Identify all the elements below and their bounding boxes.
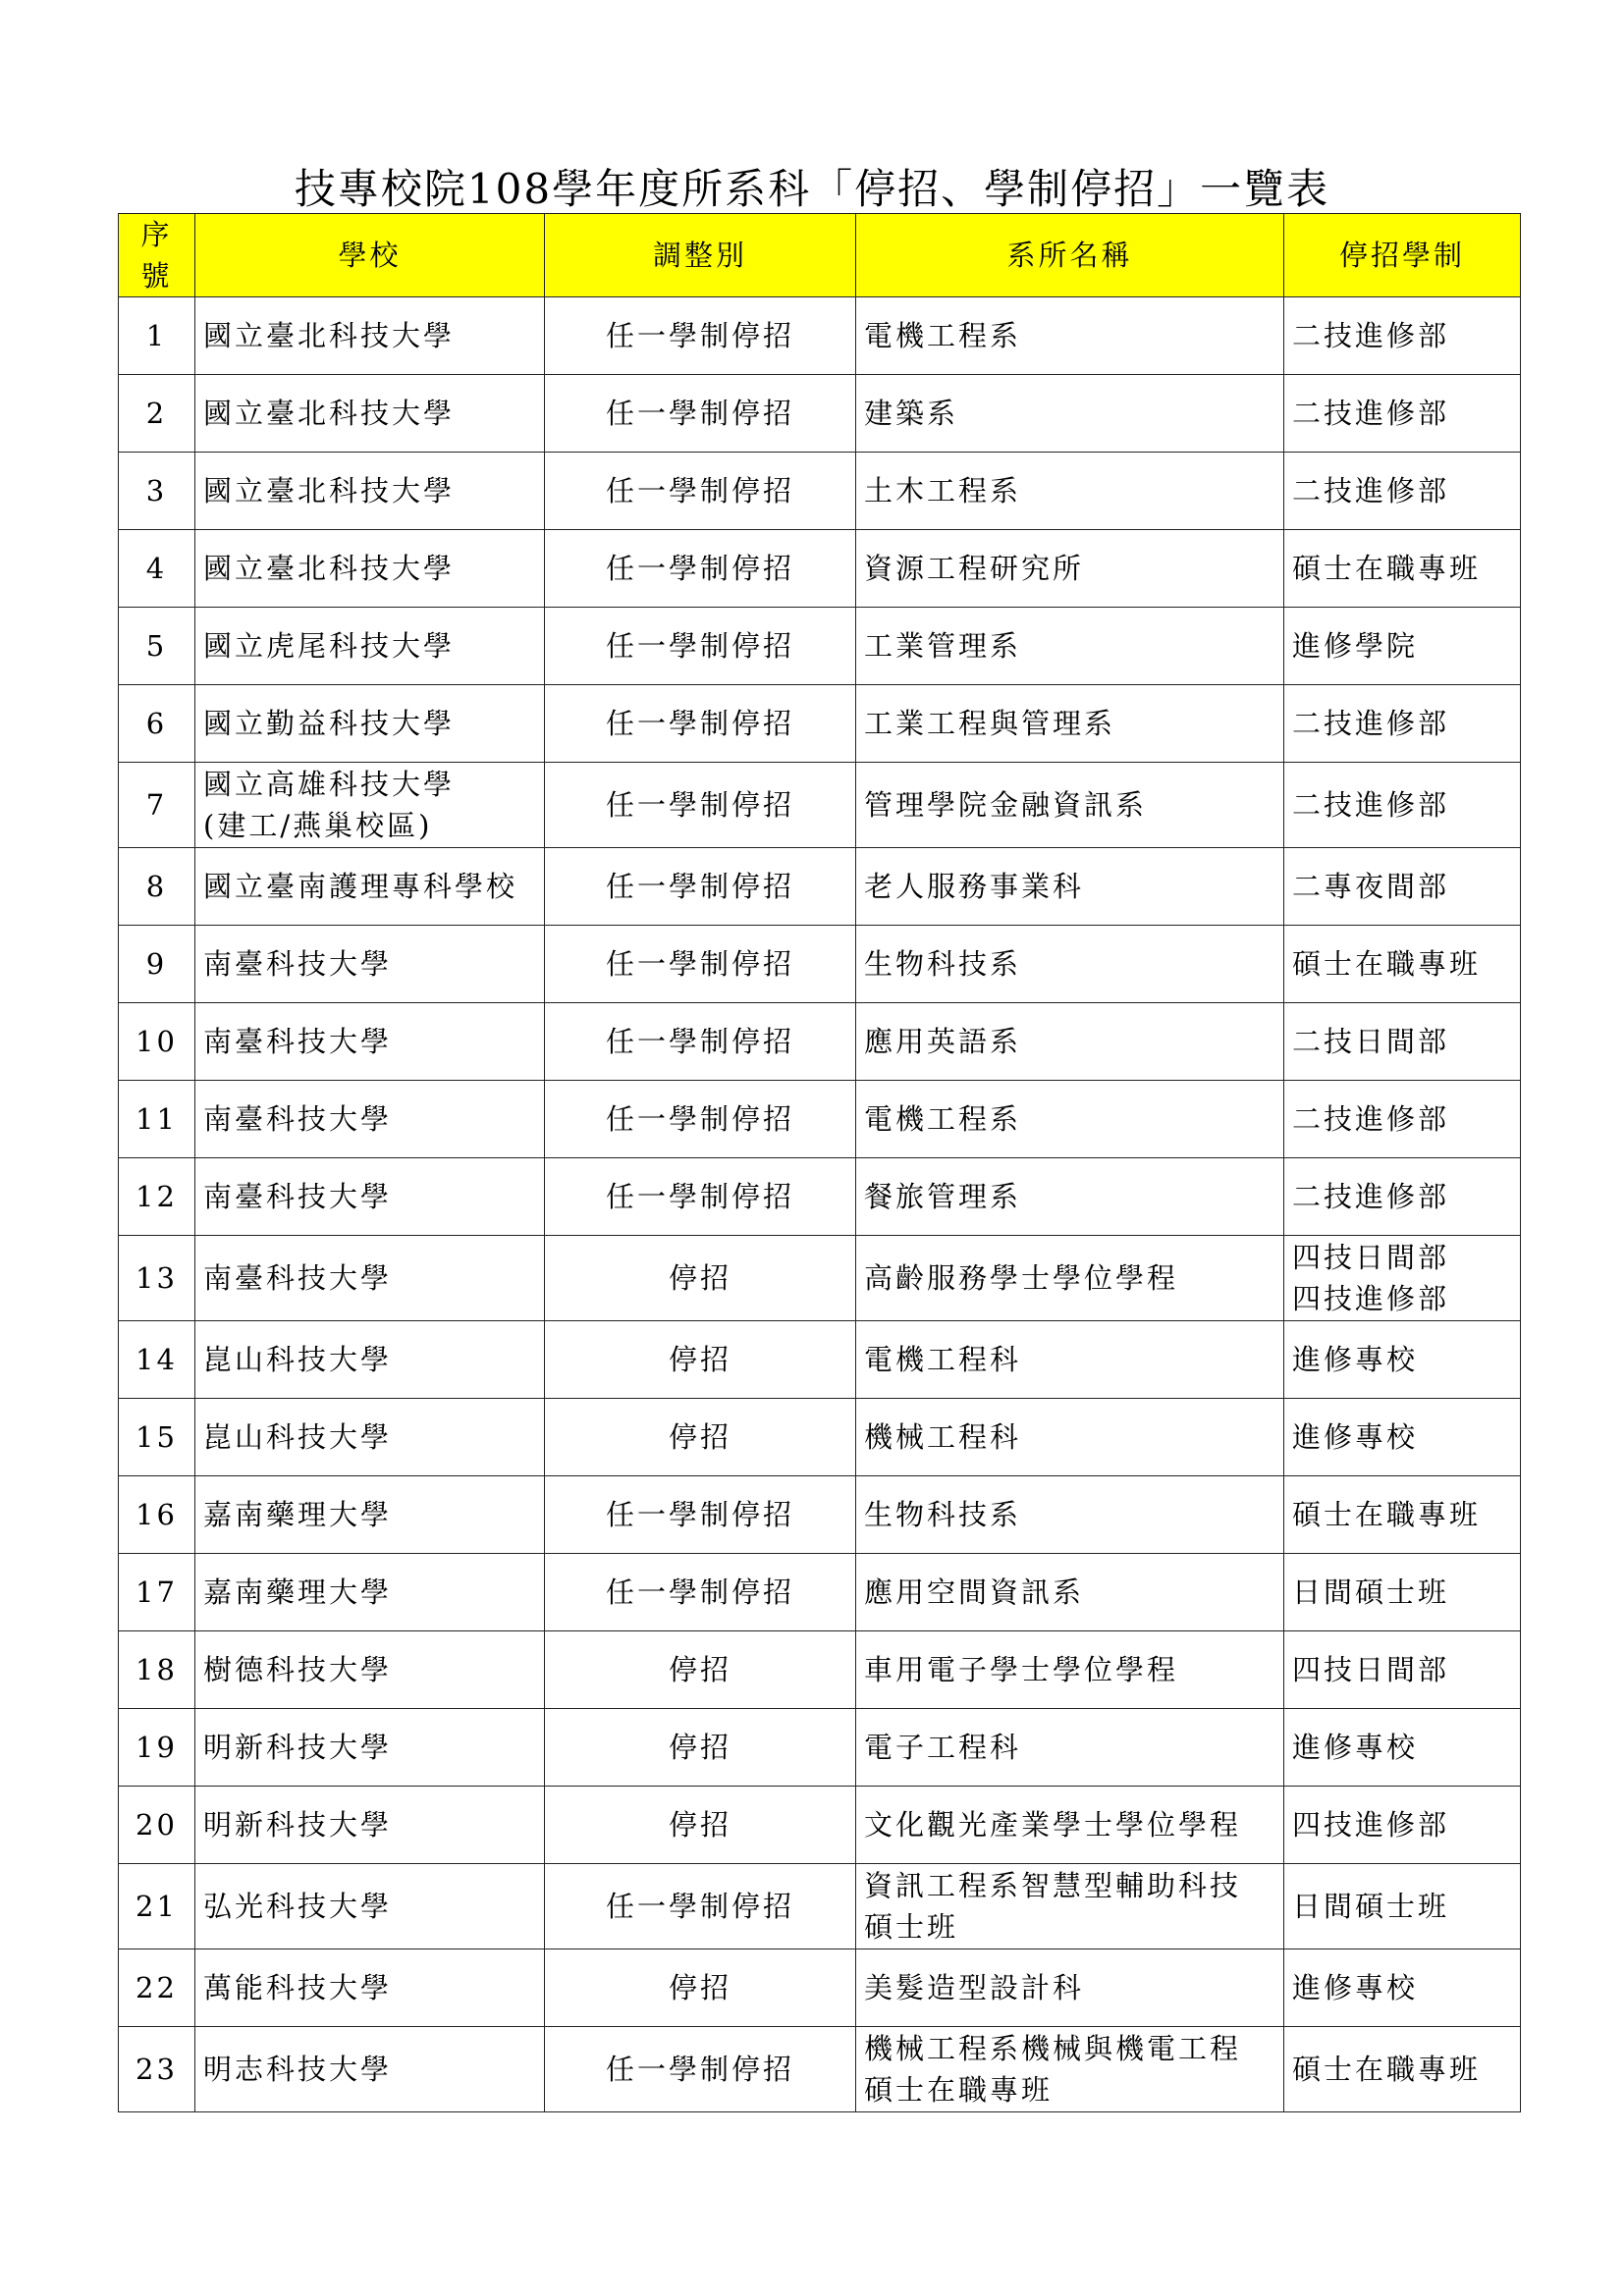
cell-type: 任一學制停招 — [545, 1081, 856, 1158]
cell-type: 任一學制停招 — [545, 1554, 856, 1631]
cell-type: 任一學制停招 — [545, 608, 856, 685]
cell-system: 四技日間部 四技進修部 — [1284, 1236, 1521, 1321]
cell-school: 明新科技大學 — [195, 1787, 545, 1864]
cell-school: 南臺科技大學 — [195, 1081, 545, 1158]
cell-department: 建築系 — [856, 375, 1284, 453]
cell-no: 11 — [119, 1081, 195, 1158]
suspension-table — [118, 213, 1521, 2112]
cell-type: 任一學制停招 — [545, 1864, 856, 1949]
cell-type: 任一學制停招 — [545, 2027, 856, 2112]
cell-system: 二技進修部 — [1284, 1081, 1521, 1158]
cell-no: 10 — [119, 1003, 195, 1081]
table-row — [119, 530, 1521, 608]
cell-system: 四技日間部 — [1284, 1631, 1521, 1709]
table-row — [119, 1709, 1521, 1787]
table-row — [119, 1631, 1521, 1709]
cell-no: 23 — [119, 2027, 195, 2112]
cell-school: 樹德科技大學 — [195, 1631, 545, 1709]
cell-department: 文化觀光產業學士學位學程 — [856, 1787, 1284, 1864]
cell-school: 國立臺南護理專科學校 — [195, 848, 545, 926]
cell-department: 餐旅管理系 — [856, 1158, 1284, 1236]
table-row — [119, 608, 1521, 685]
cell-school: 國立臺北科技大學 — [195, 375, 545, 453]
table-row — [119, 2027, 1521, 2112]
cell-system: 碩士在職專班 — [1284, 926, 1521, 1003]
cell-type: 任一學制停招 — [545, 763, 856, 848]
column-header-no: 序號 — [119, 214, 195, 297]
column-header-type: 調整別 — [545, 214, 856, 297]
cell-school: 南臺科技大學 — [195, 926, 545, 1003]
cell-type: 任一學制停招 — [545, 685, 856, 763]
cell-type: 停招 — [545, 1236, 856, 1321]
cell-no: 21 — [119, 1864, 195, 1949]
column-header-department: 系所名稱 — [856, 214, 1284, 297]
table-row — [119, 926, 1521, 1003]
cell-school: 南臺科技大學 — [195, 1003, 545, 1081]
cell-system: 二技日間部 — [1284, 1003, 1521, 1081]
cell-system: 碩士在職專班 — [1284, 530, 1521, 608]
cell-type: 停招 — [545, 1709, 856, 1787]
table-row — [119, 1081, 1521, 1158]
cell-system: 二技進修部 — [1284, 453, 1521, 530]
cell-no: 7 — [119, 763, 195, 848]
page-title: 技專校院108學年度所系科「停招、學制停招」一覽表 — [294, 165, 1330, 213]
cell-type: 任一學制停招 — [545, 297, 856, 375]
table-row — [119, 1554, 1521, 1631]
cell-no: 6 — [119, 685, 195, 763]
cell-system: 日間碩士班 — [1284, 1554, 1521, 1631]
cell-department: 應用空間資訊系 — [856, 1554, 1284, 1631]
table-row — [119, 453, 1521, 530]
table-row — [119, 685, 1521, 763]
cell-type: 任一學制停招 — [545, 375, 856, 453]
table-row — [119, 763, 1521, 848]
cell-department: 生物科技系 — [856, 1476, 1284, 1554]
cell-school: 南臺科技大學 — [195, 1236, 545, 1321]
cell-department: 電機工程系 — [856, 297, 1284, 375]
cell-type: 任一學制停招 — [545, 1003, 856, 1081]
table-body — [119, 297, 1521, 2112]
cell-no: 8 — [119, 848, 195, 926]
cell-type: 停招 — [545, 1399, 856, 1476]
cell-no: 4 — [119, 530, 195, 608]
cell-school: 崑山科技大學 — [195, 1321, 545, 1399]
cell-type: 停招 — [545, 1949, 856, 2027]
cell-no: 1 — [119, 297, 195, 375]
cell-department: 生物科技系 — [856, 926, 1284, 1003]
cell-department: 美髮造型設計科 — [856, 1949, 1284, 2027]
cell-school: 國立臺北科技大學 — [195, 297, 545, 375]
cell-department: 電子工程科 — [856, 1709, 1284, 1787]
table-row — [119, 1864, 1521, 1949]
table-row — [119, 1003, 1521, 1081]
cell-no: 19 — [119, 1709, 195, 1787]
table-row — [119, 1476, 1521, 1554]
cell-type: 任一學制停招 — [545, 453, 856, 530]
cell-type: 任一學制停招 — [545, 1158, 856, 1236]
cell-no: 14 — [119, 1321, 195, 1399]
cell-type: 停招 — [545, 1631, 856, 1709]
cell-type: 任一學制停招 — [545, 926, 856, 1003]
cell-no: 13 — [119, 1236, 195, 1321]
cell-no: 17 — [119, 1554, 195, 1631]
cell-system: 二技進修部 — [1284, 297, 1521, 375]
cell-school: 明志科技大學 — [195, 2027, 545, 2112]
column-header-system: 停招學制 — [1284, 214, 1521, 297]
cell-system: 進修學院 — [1284, 608, 1521, 685]
table-row — [119, 1949, 1521, 2027]
cell-school: 嘉南藥理大學 — [195, 1476, 545, 1554]
cell-school: 國立虎尾科技大學 — [195, 608, 545, 685]
table-row — [119, 1399, 1521, 1476]
cell-school: 國立高雄科技大學 (建工/燕巢校區) — [195, 763, 545, 848]
cell-type: 任一學制停招 — [545, 1476, 856, 1554]
cell-type: 停招 — [545, 1787, 856, 1864]
cell-department: 電機工程系 — [856, 1081, 1284, 1158]
cell-no: 9 — [119, 926, 195, 1003]
cell-no: 15 — [119, 1399, 195, 1476]
cell-type: 任一學制停招 — [545, 530, 856, 608]
cell-school: 崑山科技大學 — [195, 1399, 545, 1476]
cell-system: 進修專校 — [1284, 1399, 1521, 1476]
cell-school: 明新科技大學 — [195, 1709, 545, 1787]
table-row — [119, 375, 1521, 453]
table-header-row — [119, 214, 1521, 297]
column-header-school: 學校 — [195, 214, 545, 297]
cell-department: 工業管理系 — [856, 608, 1284, 685]
cell-system: 進修專校 — [1284, 1709, 1521, 1787]
table-row — [119, 297, 1521, 375]
cell-department: 應用英語系 — [856, 1003, 1284, 1081]
cell-school: 國立臺北科技大學 — [195, 530, 545, 608]
cell-school: 國立勤益科技大學 — [195, 685, 545, 763]
cell-no: 16 — [119, 1476, 195, 1554]
table-row — [119, 1236, 1521, 1321]
cell-system: 二技進修部 — [1284, 375, 1521, 453]
cell-department: 管理學院金融資訊系 — [856, 763, 1284, 848]
cell-no: 22 — [119, 1949, 195, 2027]
cell-system: 二技進修部 — [1284, 685, 1521, 763]
cell-no: 20 — [119, 1787, 195, 1864]
cell-no: 3 — [119, 453, 195, 530]
cell-no: 12 — [119, 1158, 195, 1236]
cell-department: 高齡服務學士學位學程 — [856, 1236, 1284, 1321]
cell-school: 萬能科技大學 — [195, 1949, 545, 2027]
table-row — [119, 1787, 1521, 1864]
cell-system: 二技進修部 — [1284, 763, 1521, 848]
cell-department: 機械工程系機械與機電工程 碩士在職專班 — [856, 2027, 1284, 2112]
cell-department: 機械工程科 — [856, 1399, 1284, 1476]
cell-school: 國立臺北科技大學 — [195, 453, 545, 530]
cell-no: 18 — [119, 1631, 195, 1709]
cell-department: 資訊工程系智慧型輔助科技 碩士班 — [856, 1864, 1284, 1949]
table-row — [119, 848, 1521, 926]
cell-system: 日間碩士班 — [1284, 1864, 1521, 1949]
cell-system: 碩士在職專班 — [1284, 1476, 1521, 1554]
cell-department: 老人服務事業科 — [856, 848, 1284, 926]
cell-system: 進修專校 — [1284, 1949, 1521, 2027]
table-row — [119, 1158, 1521, 1236]
table-row — [119, 1321, 1521, 1399]
cell-department: 工業工程與管理系 — [856, 685, 1284, 763]
cell-school: 嘉南藥理大學 — [195, 1554, 545, 1631]
cell-system: 進修專校 — [1284, 1321, 1521, 1399]
cell-department: 電機工程科 — [856, 1321, 1284, 1399]
cell-type: 任一學制停招 — [545, 848, 856, 926]
cell-department: 車用電子學士學位學程 — [856, 1631, 1284, 1709]
cell-system: 四技進修部 — [1284, 1787, 1521, 1864]
cell-school: 弘光科技大學 — [195, 1864, 545, 1949]
cell-system: 二專夜間部 — [1284, 848, 1521, 926]
cell-no: 5 — [119, 608, 195, 685]
cell-department: 土木工程系 — [856, 453, 1284, 530]
cell-department: 資源工程研究所 — [856, 530, 1284, 608]
cell-system: 二技進修部 — [1284, 1158, 1521, 1236]
cell-no: 2 — [119, 375, 195, 453]
cell-type: 停招 — [545, 1321, 856, 1399]
cell-system: 碩士在職專班 — [1284, 2027, 1521, 2112]
cell-school: 南臺科技大學 — [195, 1158, 545, 1236]
